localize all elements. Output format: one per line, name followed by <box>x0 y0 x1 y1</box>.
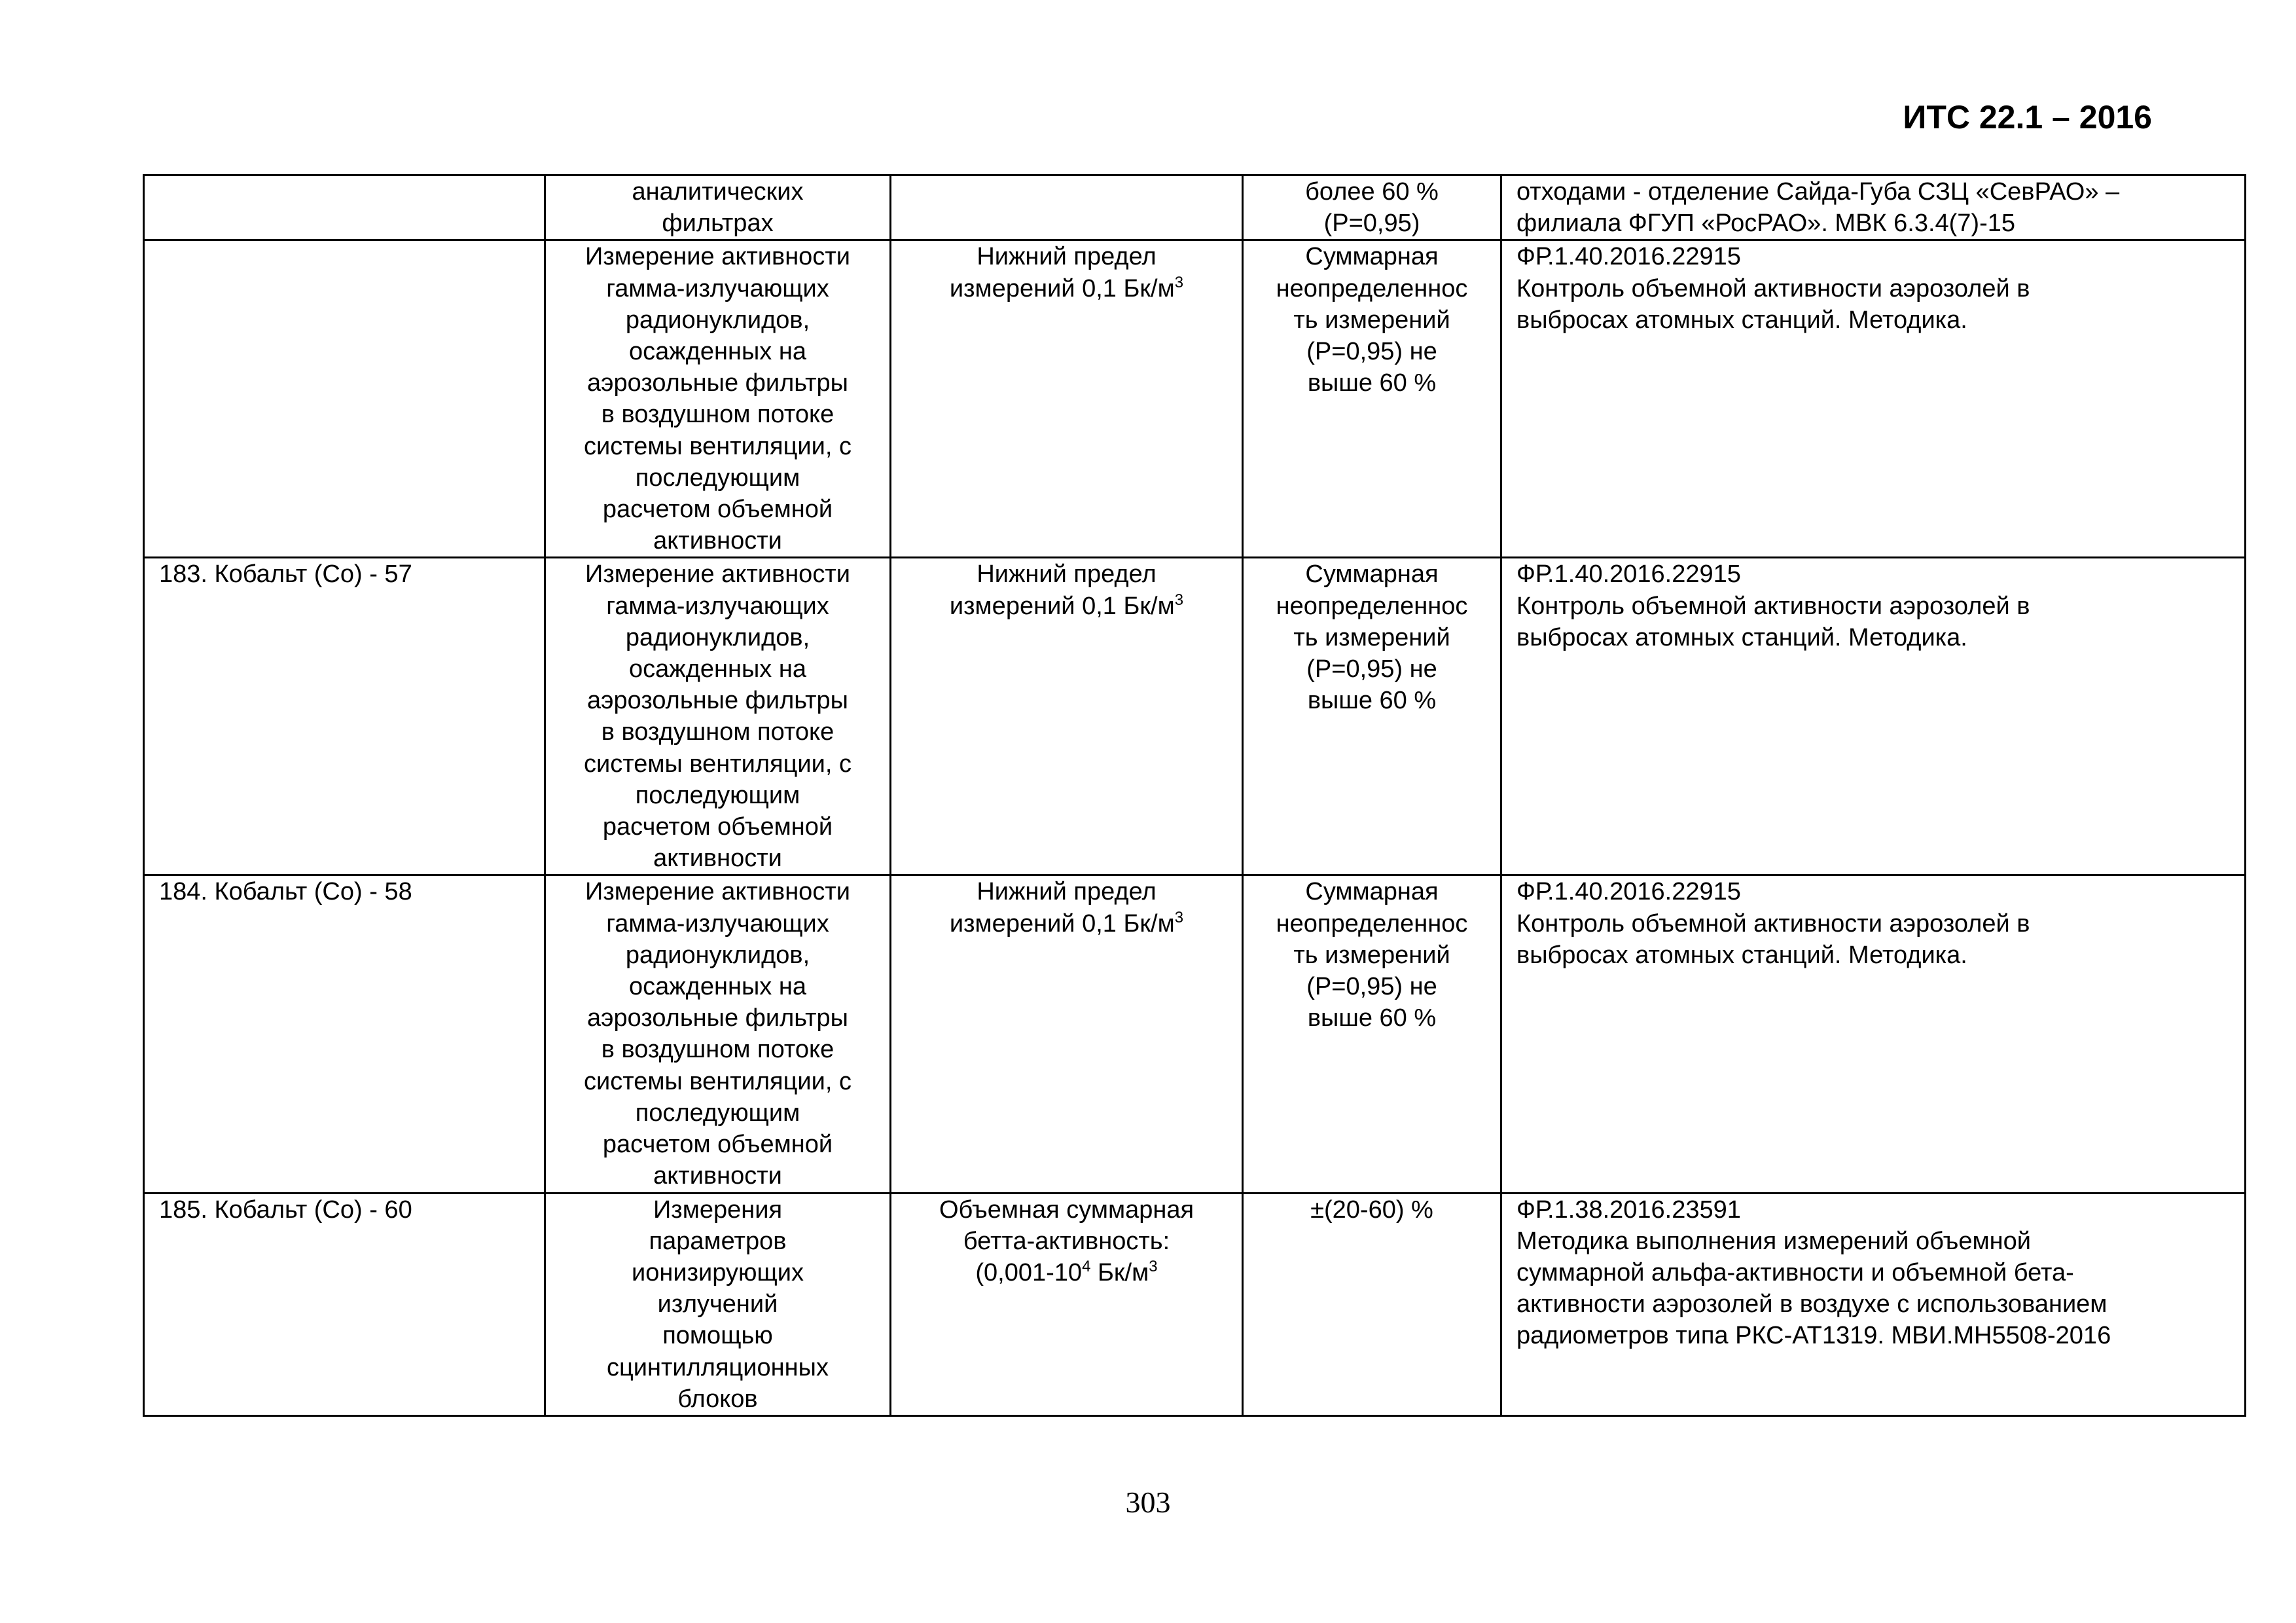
method-cell: аналитических фильтрах <box>545 175 891 240</box>
table-row <box>144 558 2246 875</box>
range-cell: Нижний предел измерений 0,1 $Бк/м^3$ <box>891 875 1243 1193</box>
document-cell: ФР.1.40.2016.22915 Контроль объемной активности аэрозолей в выбросах атомных станций. Методика. <box>1501 240 2246 558</box>
accuracy-cell: Суммарная неопределеннос ть измерений (P=0,95) не выше 60 % <box>1243 875 1501 1193</box>
substance-cell: 184. Кобальт (Co) - 58 <box>144 875 545 1193</box>
accuracy-cell: Суммарная неопределеннос ть измерений (P=0,95) не выше 60 % <box>1243 240 1501 558</box>
method-cell: Измерение активности гамма-излучающих радионуклидов, осажденных на аэрозольные фильтры в воздушном потоке системы вентиляции, с последующим расчетом объемной активности <box>545 240 891 558</box>
table-row <box>144 1193 2246 1415</box>
method-cell: Измерение активности гамма-излучающих радионуклидов, осажденных на аэрозольные фильтры в воздушном потоке системы вентиляции, с последующим расчетом объемной активности <box>545 875 891 1193</box>
substance-cell <box>144 240 545 558</box>
page-number: 303 <box>1125 1486 1171 1519</box>
range-cell <box>891 175 1243 240</box>
document-id-header: ИТС 22.1 – 2016 <box>1903 99 2152 136</box>
table-row <box>144 875 2246 1193</box>
document-cell: ФР.1.38.2016.23591 Методика выполнения измерений объемной суммарной альфа-активности и объемной бета- активности аэрозолей в воздухе с использованием радиометров типа РКС-АТ1319. МВИ.МН5508-2016 <box>1501 1193 2246 1415</box>
table-row <box>144 175 2246 240</box>
accuracy-cell: ±(20-60) % <box>1243 1193 1501 1415</box>
substance-cell: 183. Кобальт (Co) - 57 <box>144 558 545 875</box>
document-cell: ФР.1.40.2016.22915 Контроль объемной активности аэрозолей в выбросах атомных станций. Методика. <box>1501 875 2246 1193</box>
range-cell: Нижний предел измерений 0,1 $Бк/м^3$ <box>891 240 1243 558</box>
range-cell: Объемная суммарная бетта-активность: ($0,001-10^4$ $Бк/м^3$ <box>891 1193 1243 1415</box>
range-cell: Нижний предел измерений 0,1 $Бк/м^3$ <box>891 558 1243 875</box>
method-cell: Измерения параметров ионизирующих излучений помощью сцинтилляционных блоков <box>545 1193 891 1415</box>
document-cell: ФР.1.40.2016.22915 Контроль объемной активности аэрозолей в выбросах атомных станций. Методика. <box>1501 558 2246 875</box>
accuracy-cell: более 60 % (P=0,95) <box>1243 175 1501 240</box>
measurement-methods-table <box>143 174 2246 1417</box>
substance-cell: 185. Кобальт (Co) - 60 <box>144 1193 545 1415</box>
accuracy-cell: Суммарная неопределеннос ть измерений (P=0,95) не выше 60 % <box>1243 558 1501 875</box>
table-row <box>144 240 2246 558</box>
document-cell: отходами - отделение Сайда-Губа СЗЦ «СевРАО» – филиала ФГУП «РосРАО». МВК 6.3.4(7)-15 <box>1501 175 2246 240</box>
substance-cell <box>144 175 545 240</box>
method-cell: Измерение активности гамма-излучающих радионуклидов, осажденных на аэрозольные фильтры в воздушном потоке системы вентиляции, с последующим расчетом объемной активности <box>545 558 891 875</box>
